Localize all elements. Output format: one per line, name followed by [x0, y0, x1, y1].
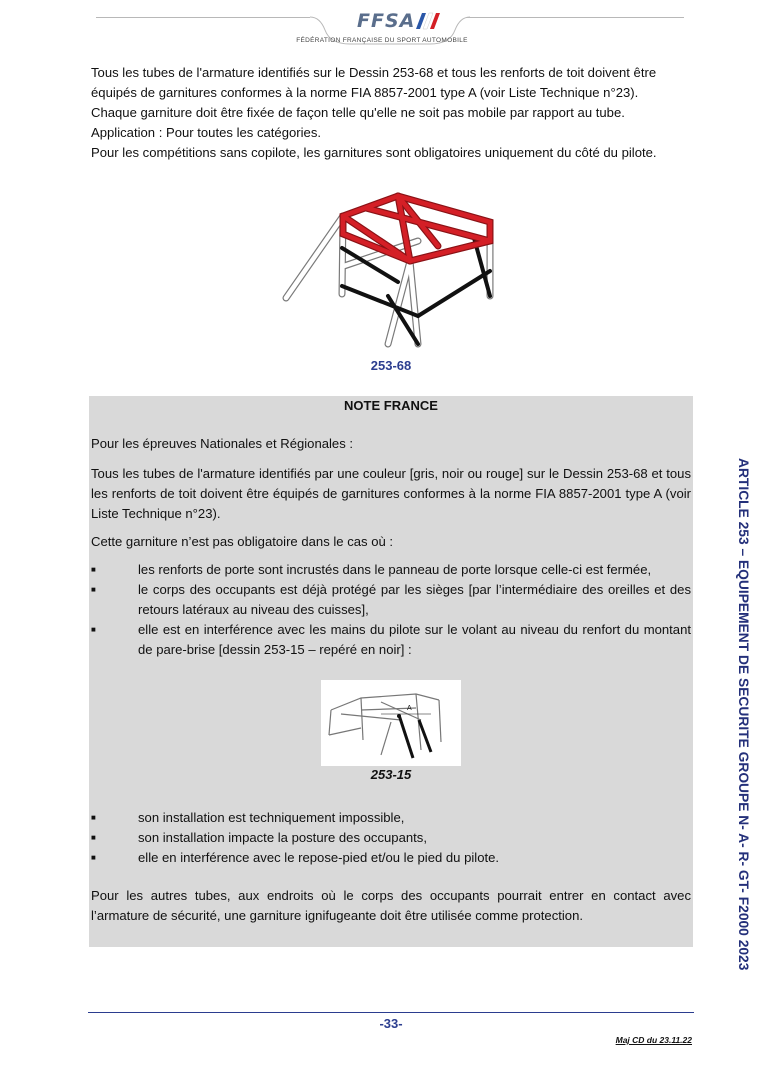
note-paragraph: Cette garniture n’est pas obligatoire dans le cas où :: [91, 534, 394, 549]
list-item: [91, 560, 691, 580]
bullet-icon: ■: [91, 625, 96, 634]
footer-rule: [88, 1012, 694, 1013]
page-header: [0, 0, 764, 56]
intro-paragraph: Pour les compétitions sans copilote, les garnitures sont obligatoires uniquement du côté du pilote.: [91, 145, 657, 160]
list-item-text: son installation impacte la posture des occupants,: [138, 830, 427, 845]
list-item-text: le corps des occupants est déjà protégé par les sièges [par l’intermédiaire des oreilles et des retours latéraux au niveau des cuisses],: [138, 582, 691, 617]
intro-text: [91, 63, 694, 163]
figure-caption-253-15: 253-15: [370, 767, 412, 782]
bullet-icon: ■: [91, 853, 96, 862]
ffsa-logo: FFSA: [357, 10, 416, 32]
list-item-text: elle en interférence avec le repose-pied et/ou le pied du pilote.: [138, 850, 500, 865]
note-paragraph: Tous les tubes de l'armature identifiés par une couleur [gris, noir ou rouge] sur le Dessin 253-68 et tous les renforts de toit doivent être équipés de garnitures conformes à la norme FIA 8857-2001 type A (voir Liste Technique n°23).: [91, 466, 691, 521]
list-item-text: les renforts de porte sont incrustés dans le panneau de porte lorsque celle-ci est fermée,: [138, 562, 652, 577]
intro-paragraph: Chaque garniture doit être fixée de façon telle qu'elle ne soit pas mobile par rapport au tube.: [91, 105, 625, 120]
update-note: Maj CD du 23.11.22: [615, 1035, 692, 1045]
header-rule-left: [96, 17, 310, 18]
list-item: [91, 848, 691, 868]
page-number: -33-: [379, 1016, 403, 1031]
rollcage-drawing-253-15: [321, 680, 461, 766]
header-rule-right: [466, 17, 684, 18]
bullet-icon: ■: [91, 565, 96, 574]
list-item: [91, 828, 691, 848]
side-article-title: [734, 458, 754, 978]
ffsa-logo-flag-icon: [412, 12, 440, 30]
rollcage-drawing-253-68: [268, 186, 514, 352]
list-item-text: son installation est techniquement impossible,: [138, 810, 405, 825]
note-title: NOTE FRANCE: [344, 398, 438, 413]
list-item: [91, 620, 691, 660]
figure-label-a: A: [407, 705, 412, 712]
note-paragraph: Pour les autres tubes, aux endroits où le corps des occupants pourrait entrer en contact avec l’armature de sécurité, une garniture ignifugeante doit être utilisée comme protection.: [91, 888, 691, 923]
intro-paragraph: Application : Pour toutes les catégories.: [91, 125, 321, 140]
list-item: [91, 808, 691, 828]
bullet-icon: ■: [91, 585, 96, 594]
side-article-title-text: ARTICLE 253 – EQUIPEMENT DE SECURITE GROUPE N- A- R- GT- F2000 2023: [736, 458, 751, 971]
list-item: [91, 580, 691, 620]
intro-paragraph: Tous les tubes de l'armature identifiés sur le Dessin 253-68 et tous les renforts de toit doivent être équipés de garnitures conformes à la norme FIA 8857-2001 type A (voir Liste Technique n°23).: [91, 65, 657, 100]
list-item-text: elle est en interférence avec les mains du pilote sur le volant au niveau du renfort du montant de pare-brise [dessin 253-15 – repéré en noir] :: [138, 622, 691, 657]
note-france-box: [89, 396, 693, 947]
bullet-icon: ■: [91, 833, 96, 842]
note-paragraph: Pour les épreuves Nationales et Régionales :: [91, 436, 354, 451]
federation-name: FÉDÉRATION FRANÇAISE DU SPORT AUTOMOBILE: [296, 37, 468, 44]
bullet-icon: ■: [91, 813, 96, 822]
figure-caption-253-68: 253-68: [370, 358, 412, 373]
